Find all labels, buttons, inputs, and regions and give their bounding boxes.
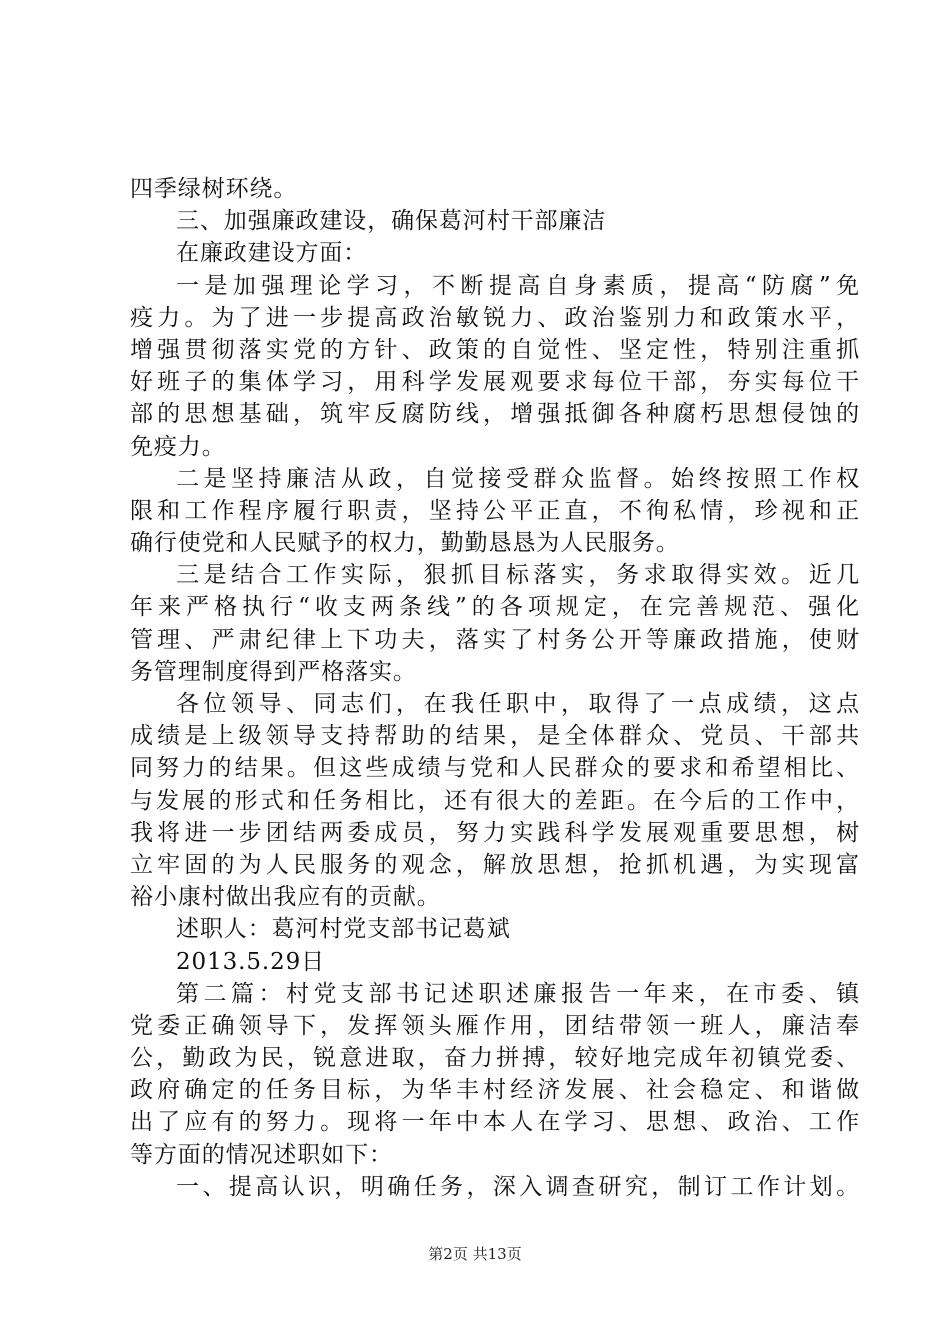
text-line: 好班子的集体学习，用科学发展观要求每位干部，夯实每位干 — [130, 369, 860, 396]
text-line: 党委正确领导下，发挥领头雁作用，团结带领一班人，廉洁奉 — [130, 1012, 860, 1039]
text-line: 二是坚持廉洁从政，自觉接受群众监督。始终按照工作权 — [176, 465, 860, 492]
text-line: 述职人：葛河村党支部书记葛斌 — [176, 916, 511, 943]
text-line: 三是结合工作实际，狠抓目标落实，务求取得实效。近几 — [176, 562, 860, 589]
text-line: 各位领导、同志们，在我任职中，取得了一点成绩，这点 — [176, 691, 860, 717]
text-line: 同努力的结果。但这些成绩与党和人民群众的要求和希望相比、 — [130, 755, 860, 782]
text-line: 年来严格执行“收支两条线”的各项规定，在完善规范、强化 — [130, 594, 860, 621]
text-line: 免疫力。 — [130, 433, 226, 460]
text-line: 政府确定的任务目标，为华丰村经济发展、社会稳定、和谐做 — [130, 1077, 860, 1104]
text-line: 务管理制度得到严格落实。 — [130, 658, 417, 685]
text-line: 在廉政建设方面： — [176, 240, 368, 267]
text-line: 等方面的情况述职如下： — [130, 1141, 393, 1168]
text-line: 2013.5.29日 — [176, 948, 326, 975]
document-body — [130, 173, 860, 1203]
text-line: 立牢固的为人民服务的观念，解放思想，抢抓机遇，为实现富 — [130, 851, 860, 878]
text-line: 一是加强理论学习，不断提高自身素质，提高“防腐”免 — [176, 272, 860, 299]
text-line: 出了应有的努力。现将一年中本人在学习、思想、政治、工作 — [130, 1109, 860, 1136]
text-line: 限和工作程序履行职责，坚持公平正直，不徇私情，珍视和正 — [130, 497, 860, 524]
text-line: 与发展的形式和任务相比，还有很大的差距。在今后的工作中， — [130, 787, 860, 814]
text-line: 部的思想基础，筑牢反腐防线，增强抵御各种腐朽思想侵蚀的 — [130, 401, 860, 428]
text-line: 裕小康村做出我应有的贡献。 — [130, 884, 441, 911]
text-line: 成绩是上级领导支持帮助的结果，是全体群众、党员、干部共 — [130, 723, 860, 750]
text-line: 一、提高认识，明确任务，深入调查研究，制订工作计划。 — [176, 1173, 860, 1200]
text-line: 第二篇：村党支部书记述职述廉报告一年来，在市委、镇 — [176, 980, 860, 1007]
text-line: 管理、严肃纪律上下功夫，落实了村务公开等廉政措施，使财 — [130, 626, 860, 653]
text-line: 公，勤政为民，锐意进取，奋力拼搏，较好地完成年初镇党委、 — [130, 1045, 860, 1072]
page-number-footer: 第2页 共13页 — [428, 1245, 522, 1263]
text-line: 疫力。为了进一步提高政治敏锐力、政治鉴别力和政策水平， — [130, 304, 860, 331]
text-line: 增强贯彻落实党的方针、政策的自觉性、坚定性，特别注重抓 — [130, 336, 860, 363]
text-line: 三、加强廉政建设，确保葛河村干部廉洁 — [176, 208, 607, 235]
text-line: 四季绿树环绕。 — [130, 176, 298, 202]
text-line: 我将进一步团结两委成员，努力实践科学发展观重要思想，树 — [130, 819, 860, 846]
text-line: 确行使党和人民赋予的权力，勤勤恳恳为人民服务。 — [130, 530, 680, 557]
